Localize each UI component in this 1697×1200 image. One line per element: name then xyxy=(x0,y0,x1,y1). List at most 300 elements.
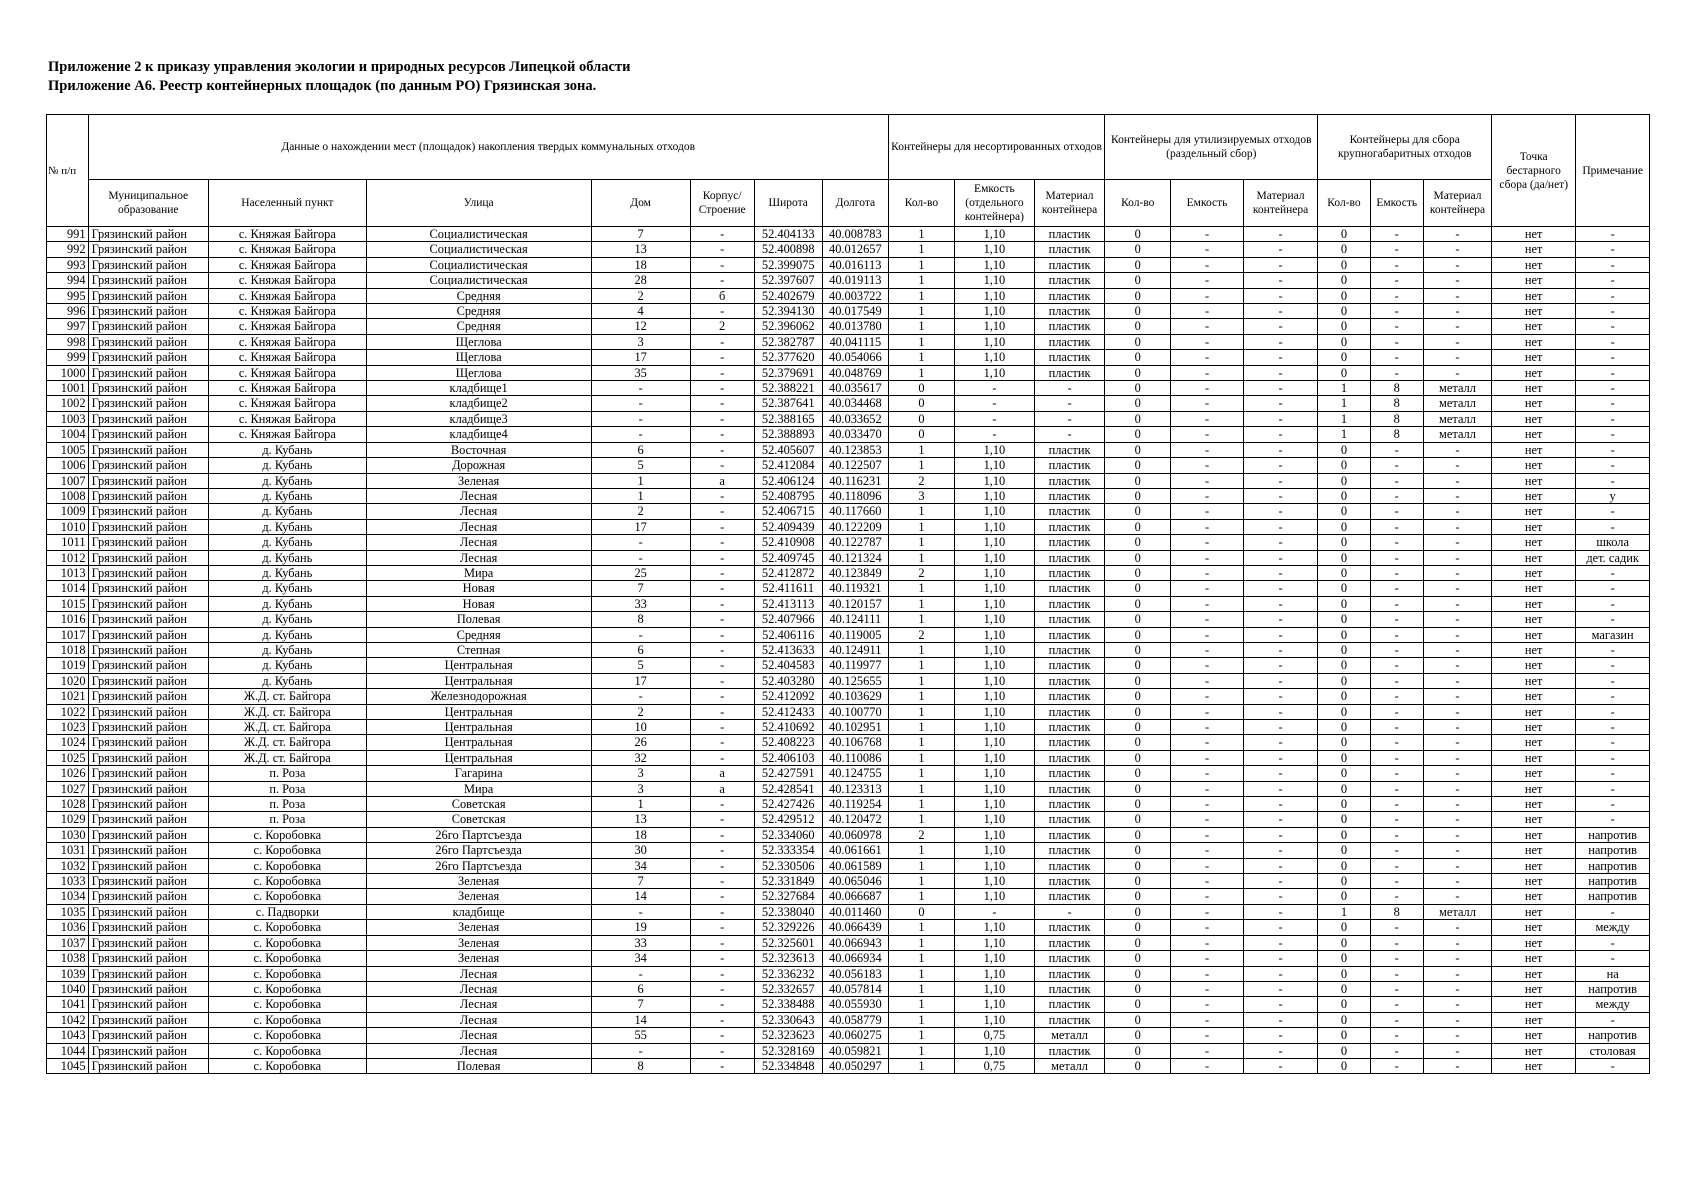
cell-lat: 52.397607 xyxy=(754,273,822,288)
cell-street: кладбище2 xyxy=(366,396,591,411)
cell-settlement: с. Коробовка xyxy=(208,981,366,996)
cell-bulky-capacity: - xyxy=(1370,288,1423,303)
cell-recyclable-capacity: - xyxy=(1171,858,1243,873)
cell-bulky-count: 0 xyxy=(1318,581,1370,596)
cell-municipality: Грязинский район xyxy=(88,442,208,457)
cell-bulky-material: - xyxy=(1423,981,1491,996)
cell-recyclable-count: 0 xyxy=(1105,273,1171,288)
cell-street: Лесная xyxy=(366,981,591,996)
table-row xyxy=(47,981,1650,996)
cell-house: 7 xyxy=(591,997,690,1012)
cell-bulky-capacity: - xyxy=(1370,966,1423,981)
cell-settlement: с. Княжая Байгора xyxy=(208,273,366,288)
cell-bulky-capacity: - xyxy=(1370,997,1423,1012)
cell-recyclable-material: - xyxy=(1243,689,1318,704)
cell-street: Средняя xyxy=(366,288,591,303)
cell-num: 993 xyxy=(47,257,89,272)
cell-house: - xyxy=(591,535,690,550)
cell-bulky-capacity: - xyxy=(1370,658,1423,673)
cell-lat: 52.412872 xyxy=(754,565,822,580)
cell-house: 18 xyxy=(591,257,690,272)
cell-bulky-material: - xyxy=(1423,920,1491,935)
table-row xyxy=(47,704,1650,719)
cell-num: 1041 xyxy=(47,997,89,1012)
cell-point: нет xyxy=(1492,889,1576,904)
cell-recyclable-count: 0 xyxy=(1105,257,1171,272)
cell-recyclable-material: - xyxy=(1243,242,1318,257)
cell-bulky-capacity: - xyxy=(1370,565,1423,580)
cell-lon: 40.033470 xyxy=(822,427,888,442)
table-row xyxy=(47,396,1650,411)
cell-settlement: с. Коробовка xyxy=(208,1043,366,1058)
cell-note: - xyxy=(1576,350,1650,365)
table-row xyxy=(47,951,1650,966)
cell-unsorted-material: пластик xyxy=(1034,334,1104,349)
cell-bulky-count: 1 xyxy=(1318,381,1370,396)
cell-bulky-capacity: - xyxy=(1370,319,1423,334)
cell-unsorted-material: пластик xyxy=(1034,365,1104,380)
cell-bulky-count: 0 xyxy=(1318,257,1370,272)
cell-building: - xyxy=(690,1028,754,1043)
cell-note: напротив xyxy=(1576,981,1650,996)
cell-lon: 40.055930 xyxy=(822,997,888,1012)
cell-building: - xyxy=(690,735,754,750)
cell-street: Центральная xyxy=(366,735,591,750)
cell-note: - xyxy=(1576,904,1650,919)
cell-recyclable-count: 0 xyxy=(1105,365,1171,380)
cell-recyclable-count: 0 xyxy=(1105,812,1171,827)
cell-building: - xyxy=(690,273,754,288)
cell-lon: 40.048769 xyxy=(822,365,888,380)
table-row xyxy=(47,227,1650,242)
table-row xyxy=(47,1043,1650,1058)
cell-street: Полевая xyxy=(366,612,591,627)
cell-bulky-material: - xyxy=(1423,704,1491,719)
cell-recyclable-capacity: - xyxy=(1171,519,1243,534)
cell-bulky-count: 0 xyxy=(1318,288,1370,303)
cell-settlement: с. Княжая Байгора xyxy=(208,319,366,334)
cell-settlement: д. Кубань xyxy=(208,658,366,673)
cell-unsorted-count: 1 xyxy=(888,874,954,889)
cell-unsorted-material: пластик xyxy=(1034,458,1104,473)
cell-point: нет xyxy=(1492,227,1576,242)
cell-unsorted-count: 1 xyxy=(888,981,954,996)
cell-house: 1 xyxy=(591,473,690,488)
cell-recyclable-capacity: - xyxy=(1171,458,1243,473)
cell-municipality: Грязинский район xyxy=(88,843,208,858)
cell-municipality: Грязинский район xyxy=(88,689,208,704)
cell-bulky-capacity: 8 xyxy=(1370,427,1423,442)
cell-municipality: Грязинский район xyxy=(88,858,208,873)
cell-lon: 40.119321 xyxy=(822,581,888,596)
cell-unsorted-material: пластик xyxy=(1034,735,1104,750)
cell-recyclable-capacity: - xyxy=(1171,874,1243,889)
cell-unsorted-capacity: 1,10 xyxy=(954,504,1034,519)
cell-house: 7 xyxy=(591,874,690,889)
cell-unsorted-material: пластик xyxy=(1034,288,1104,303)
cell-recyclable-count: 0 xyxy=(1105,642,1171,657)
cell-lon: 40.041115 xyxy=(822,334,888,349)
cell-bulky-count: 0 xyxy=(1318,935,1370,950)
cell-point: нет xyxy=(1492,827,1576,842)
cell-bulky-count: 0 xyxy=(1318,843,1370,858)
cell-unsorted-count: 1 xyxy=(888,350,954,365)
header-bulky-material: Материал контейнера xyxy=(1423,180,1491,227)
cell-unsorted-capacity: 1,10 xyxy=(954,442,1034,457)
cell-point: нет xyxy=(1492,735,1576,750)
cell-street: Щеглова xyxy=(366,365,591,380)
cell-num: 1018 xyxy=(47,642,89,657)
cell-building: - xyxy=(690,689,754,704)
cell-bulky-capacity: - xyxy=(1370,273,1423,288)
cell-unsorted-material: пластик xyxy=(1034,750,1104,765)
cell-bulky-material: - xyxy=(1423,519,1491,534)
cell-lon: 40.035617 xyxy=(822,381,888,396)
cell-unsorted-material: пластик xyxy=(1034,704,1104,719)
cell-municipality: Грязинский район xyxy=(88,350,208,365)
cell-unsorted-material: пластик xyxy=(1034,473,1104,488)
cell-point: нет xyxy=(1492,658,1576,673)
cell-unsorted-count: 1 xyxy=(888,365,954,380)
cell-bulky-count: 1 xyxy=(1318,396,1370,411)
cell-street: 26го Партсъезда xyxy=(366,827,591,842)
cell-building: - xyxy=(690,458,754,473)
cell-building: а xyxy=(690,473,754,488)
cell-house: - xyxy=(591,427,690,442)
cell-recyclable-capacity: - xyxy=(1171,504,1243,519)
cell-recyclable-capacity: - xyxy=(1171,1043,1243,1058)
table-row xyxy=(47,550,1650,565)
cell-unsorted-count: 1 xyxy=(888,889,954,904)
cell-bulky-count: 0 xyxy=(1318,227,1370,242)
header-group-unsorted: Контейнеры для несортированных отходов xyxy=(888,115,1104,180)
cell-recyclable-count: 0 xyxy=(1105,596,1171,611)
cell-settlement: д. Кубань xyxy=(208,627,366,642)
cell-lat: 52.329226 xyxy=(754,920,822,935)
table-row xyxy=(47,627,1650,642)
table-row xyxy=(47,673,1650,688)
cell-point: нет xyxy=(1492,257,1576,272)
cell-municipality: Грязинский район xyxy=(88,473,208,488)
cell-recyclable-material: - xyxy=(1243,904,1318,919)
cell-building: б xyxy=(690,288,754,303)
cell-house: - xyxy=(591,689,690,704)
cell-bulky-count: 0 xyxy=(1318,334,1370,349)
cell-settlement: с. Княжая Байгора xyxy=(208,304,366,319)
cell-recyclable-material: - xyxy=(1243,673,1318,688)
cell-lon: 40.123313 xyxy=(822,781,888,796)
cell-recyclable-count: 0 xyxy=(1105,720,1171,735)
cell-recyclable-count: 0 xyxy=(1105,797,1171,812)
cell-note: - xyxy=(1576,473,1650,488)
cell-note: - xyxy=(1576,720,1650,735)
cell-settlement: с. Княжая Байгора xyxy=(208,427,366,442)
cell-unsorted-material: пластик xyxy=(1034,720,1104,735)
cell-bulky-capacity: - xyxy=(1370,642,1423,657)
cell-bulky-count: 1 xyxy=(1318,411,1370,426)
cell-recyclable-count: 0 xyxy=(1105,627,1171,642)
cell-recyclable-capacity: - xyxy=(1171,227,1243,242)
cell-note: столовая xyxy=(1576,1043,1650,1058)
cell-num: 1025 xyxy=(47,750,89,765)
table-row xyxy=(47,565,1650,580)
cell-bulky-capacity: 8 xyxy=(1370,381,1423,396)
cell-house: 17 xyxy=(591,350,690,365)
cell-building: - xyxy=(690,827,754,842)
cell-unsorted-material: пластик xyxy=(1034,442,1104,457)
cell-street: Зеленая xyxy=(366,473,591,488)
cell-recyclable-material: - xyxy=(1243,935,1318,950)
cell-unsorted-count: 1 xyxy=(888,843,954,858)
cell-note: - xyxy=(1576,334,1650,349)
cell-point: нет xyxy=(1492,365,1576,380)
cell-lon: 40.034468 xyxy=(822,396,888,411)
cell-building: - xyxy=(690,812,754,827)
cell-num: 1002 xyxy=(47,396,89,411)
cell-bulky-material: - xyxy=(1423,365,1491,380)
cell-settlement: Ж.Д. ст. Байгора xyxy=(208,704,366,719)
cell-settlement: Ж.Д. ст. Байгора xyxy=(208,750,366,765)
cell-settlement: п. Роза xyxy=(208,812,366,827)
cell-bulky-capacity: - xyxy=(1370,843,1423,858)
cell-house: - xyxy=(591,550,690,565)
cell-unsorted-material: пластик xyxy=(1034,319,1104,334)
cell-unsorted-count: 1 xyxy=(888,458,954,473)
cell-bulky-capacity: 8 xyxy=(1370,411,1423,426)
cell-unsorted-capacity: 1,10 xyxy=(954,781,1034,796)
cell-house: 25 xyxy=(591,565,690,580)
cell-recyclable-capacity: - xyxy=(1171,658,1243,673)
cell-municipality: Грязинский район xyxy=(88,273,208,288)
cell-house: 19 xyxy=(591,920,690,935)
cell-bulky-count: 0 xyxy=(1318,689,1370,704)
cell-bulky-material: - xyxy=(1423,319,1491,334)
cell-lat: 52.406103 xyxy=(754,750,822,765)
header-municipality: Муниципальное образование xyxy=(88,180,208,227)
cell-num: 1045 xyxy=(47,1058,89,1073)
table-row xyxy=(47,427,1650,442)
cell-point: нет xyxy=(1492,488,1576,503)
title-line-2: Приложение А6. Реестр контейнерных площадок (по данным РО) Грязинская зона. xyxy=(48,78,597,94)
cell-bulky-capacity: - xyxy=(1370,781,1423,796)
cell-bulky-capacity: - xyxy=(1370,519,1423,534)
cell-house: 6 xyxy=(591,981,690,996)
cell-building: - xyxy=(690,381,754,396)
cell-building: - xyxy=(690,858,754,873)
cell-house: 1 xyxy=(591,488,690,503)
cell-recyclable-capacity: - xyxy=(1171,396,1243,411)
cell-lon: 40.066687 xyxy=(822,889,888,904)
cell-municipality: Грязинский район xyxy=(88,889,208,904)
cell-settlement: с. Княжая Байгора xyxy=(208,350,366,365)
cell-note: - xyxy=(1576,273,1650,288)
table-row xyxy=(47,381,1650,396)
table-row xyxy=(47,904,1650,919)
cell-house: 18 xyxy=(591,827,690,842)
cell-unsorted-count: 1 xyxy=(888,642,954,657)
cell-bulky-capacity: - xyxy=(1370,304,1423,319)
cell-bulky-capacity: - xyxy=(1370,612,1423,627)
cell-unsorted-capacity: 1,10 xyxy=(954,273,1034,288)
cell-lon: 40.058779 xyxy=(822,1012,888,1027)
cell-unsorted-capacity: 1,10 xyxy=(954,612,1034,627)
cell-unsorted-material: пластик xyxy=(1034,658,1104,673)
cell-num: 1044 xyxy=(47,1043,89,1058)
cell-recyclable-count: 0 xyxy=(1105,612,1171,627)
cell-unsorted-material: пластик xyxy=(1034,935,1104,950)
cell-num: 1017 xyxy=(47,627,89,642)
table-row xyxy=(47,735,1650,750)
cell-num: 1008 xyxy=(47,488,89,503)
cell-num: 1005 xyxy=(47,442,89,457)
cell-note: на xyxy=(1576,966,1650,981)
cell-bulky-material: - xyxy=(1423,257,1491,272)
cell-unsorted-material: пластик xyxy=(1034,781,1104,796)
cell-recyclable-material: - xyxy=(1243,442,1318,457)
cell-lat: 52.407966 xyxy=(754,612,822,627)
cell-building: - xyxy=(690,904,754,919)
cell-building: - xyxy=(690,997,754,1012)
cell-bulky-capacity: - xyxy=(1370,673,1423,688)
cell-recyclable-capacity: - xyxy=(1171,889,1243,904)
cell-unsorted-capacity: 1,10 xyxy=(954,766,1034,781)
cell-house: 33 xyxy=(591,596,690,611)
cell-bulky-material: - xyxy=(1423,581,1491,596)
cell-recyclable-capacity: - xyxy=(1171,488,1243,503)
cell-bulky-material: - xyxy=(1423,935,1491,950)
cell-building: - xyxy=(690,889,754,904)
header-building: Корпус/ Строение xyxy=(690,180,754,227)
cell-unsorted-count: 1 xyxy=(888,735,954,750)
cell-street: Зеленая xyxy=(366,889,591,904)
cell-unsorted-count: 1 xyxy=(888,797,954,812)
header-street: Улица xyxy=(366,180,591,227)
cell-recyclable-count: 0 xyxy=(1105,1043,1171,1058)
cell-recyclable-count: 0 xyxy=(1105,1058,1171,1073)
cell-lat: 52.323613 xyxy=(754,951,822,966)
cell-note: - xyxy=(1576,735,1650,750)
cell-unsorted-capacity: 1,10 xyxy=(954,550,1034,565)
cell-lon: 40.124111 xyxy=(822,612,888,627)
cell-recyclable-capacity: - xyxy=(1171,1012,1243,1027)
cell-settlement: д. Кубань xyxy=(208,504,366,519)
cell-bulky-capacity: - xyxy=(1370,797,1423,812)
cell-bulky-capacity: - xyxy=(1370,350,1423,365)
cell-point: нет xyxy=(1492,350,1576,365)
cell-settlement: д. Кубань xyxy=(208,612,366,627)
cell-recyclable-capacity: - xyxy=(1171,781,1243,796)
cell-street: Социалистическая xyxy=(366,257,591,272)
cell-note: напротив xyxy=(1576,889,1650,904)
cell-note: напротив xyxy=(1576,843,1650,858)
cell-recyclable-count: 0 xyxy=(1105,874,1171,889)
cell-bulky-material: - xyxy=(1423,766,1491,781)
cell-settlement: с. Коробовка xyxy=(208,997,366,1012)
cell-recyclable-count: 0 xyxy=(1105,920,1171,935)
cell-recyclable-material: - xyxy=(1243,350,1318,365)
cell-house: 3 xyxy=(591,334,690,349)
cell-recyclable-material: - xyxy=(1243,1012,1318,1027)
cell-num: 1019 xyxy=(47,658,89,673)
cell-settlement: с. Коробовка xyxy=(208,951,366,966)
cell-bulky-count: 0 xyxy=(1318,350,1370,365)
cell-unsorted-count: 1 xyxy=(888,812,954,827)
cell-unsorted-capacity: 1,10 xyxy=(954,350,1034,365)
cell-unsorted-count: 1 xyxy=(888,1028,954,1043)
cell-note: - xyxy=(1576,565,1650,580)
cell-recyclable-material: - xyxy=(1243,504,1318,519)
cell-bulky-count: 0 xyxy=(1318,981,1370,996)
cell-unsorted-material: пластик xyxy=(1034,812,1104,827)
cell-unsorted-count: 1 xyxy=(888,1058,954,1073)
cell-lat: 52.410908 xyxy=(754,535,822,550)
cell-unsorted-material: - xyxy=(1034,411,1104,426)
cell-settlement: с. Княжая Байгора xyxy=(208,242,366,257)
cell-recyclable-material: - xyxy=(1243,473,1318,488)
cell-recyclable-count: 0 xyxy=(1105,1028,1171,1043)
cell-lat: 52.387641 xyxy=(754,396,822,411)
cell-unsorted-count: 1 xyxy=(888,581,954,596)
cell-recyclable-count: 0 xyxy=(1105,304,1171,319)
cell-recyclable-count: 0 xyxy=(1105,889,1171,904)
cell-municipality: Грязинский район xyxy=(88,504,208,519)
cell-lon: 40.117660 xyxy=(822,504,888,519)
cell-unsorted-count: 2 xyxy=(888,827,954,842)
cell-lat: 52.330506 xyxy=(754,858,822,873)
table-row xyxy=(47,843,1650,858)
cell-bulky-count: 0 xyxy=(1318,889,1370,904)
cell-bulky-capacity: - xyxy=(1370,1012,1423,1027)
cell-street: Центральная xyxy=(366,720,591,735)
cell-street: Лесная xyxy=(366,550,591,565)
cell-note: - xyxy=(1576,319,1650,334)
header-settlement: Населенный пункт xyxy=(208,180,366,227)
cell-recyclable-count: 0 xyxy=(1105,735,1171,750)
cell-bulky-count: 0 xyxy=(1318,858,1370,873)
cell-lat: 52.388221 xyxy=(754,381,822,396)
cell-unsorted-capacity: 1,10 xyxy=(954,473,1034,488)
cell-num: 1009 xyxy=(47,504,89,519)
cell-point: нет xyxy=(1492,843,1576,858)
cell-street: Средняя xyxy=(366,304,591,319)
cell-unsorted-capacity: 1,10 xyxy=(954,920,1034,935)
cell-recyclable-capacity: - xyxy=(1171,843,1243,858)
cell-settlement: д. Кубань xyxy=(208,565,366,580)
cell-settlement: с. Княжая Байгора xyxy=(208,381,366,396)
cell-lon: 40.008783 xyxy=(822,227,888,242)
cell-building: - xyxy=(690,488,754,503)
table-row xyxy=(47,519,1650,534)
cell-recyclable-capacity: - xyxy=(1171,766,1243,781)
cell-recyclable-count: 0 xyxy=(1105,673,1171,688)
cell-bulky-material: металл xyxy=(1423,427,1491,442)
cell-settlement: с. Коробовка xyxy=(208,1058,366,1073)
cell-lat: 52.331849 xyxy=(754,874,822,889)
cell-unsorted-material: пластик xyxy=(1034,504,1104,519)
cell-lat: 52.400898 xyxy=(754,242,822,257)
table-row xyxy=(47,642,1650,657)
cell-note: - xyxy=(1576,935,1650,950)
cell-street: Полевая xyxy=(366,1058,591,1073)
cell-unsorted-capacity: 1,10 xyxy=(954,858,1034,873)
cell-bulky-material: металл xyxy=(1423,411,1491,426)
cell-note: - xyxy=(1576,766,1650,781)
cell-recyclable-capacity: - xyxy=(1171,827,1243,842)
cell-bulky-material: - xyxy=(1423,781,1491,796)
table-row xyxy=(47,858,1650,873)
cell-house: 17 xyxy=(591,673,690,688)
cell-bulky-material: - xyxy=(1423,1028,1491,1043)
